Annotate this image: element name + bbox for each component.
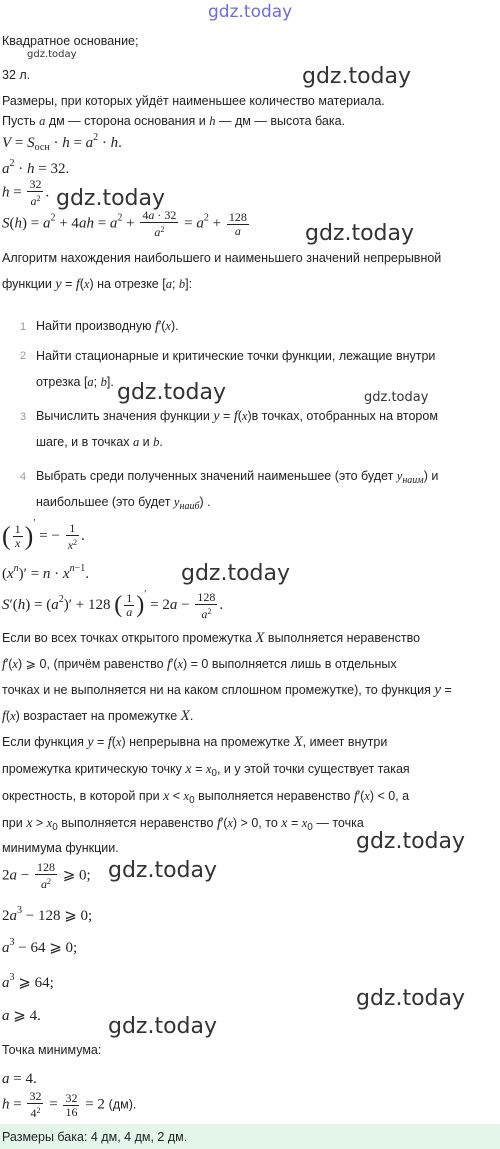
text-min1: Если функция y = f(x) непрерывна на промежутке X, имеет внутри	[2, 734, 388, 750]
formula-ineq-3: $a^3 - 64$ ⩾ 0;	[2, 937, 78, 956]
formula-a2h: $a^2 \cdot h = 32$.	[2, 158, 70, 177]
formula-volume: $V = S_{осн} \cdot h = a^2 \cdot h$.	[2, 132, 122, 153]
text-min4: при $x > x_0$ выполняется неравенство f′(x) > 0, то $x = x_0$ — точка	[2, 816, 364, 833]
step-number: 1	[20, 321, 27, 333]
step-number: 3	[20, 411, 27, 423]
formula-s: $S(h) = a^2 + 4ah = a^2$ + $\frac{4a \cdot 32}{a^2}$ = $a^2$ + $\frac{128}{a}$	[2, 208, 247, 239]
formula-s-derivative: $S'(h) = (a^2)' + 128$ ( $\frac{1}{a}$ )′ = 2a − $\frac{128}{a^2}$ .	[2, 589, 224, 621]
watermark-top: gdz.today	[208, 2, 293, 22]
formula-power-derivative: $(x^n)' = n \cdot x^{n-1}$.	[2, 563, 89, 582]
text-base: Квадратное основание;	[2, 34, 139, 48]
text-volume: 32 л.	[2, 68, 31, 82]
watermark: gdz.today	[356, 986, 466, 1011]
watermark: gdz.today	[117, 380, 227, 405]
watermark: gdz.today	[56, 186, 166, 211]
formula-a4: a = 4.	[2, 1071, 37, 1087]
text-mono4: f(x) возрастает на промежутке X.	[2, 708, 194, 724]
formula-ineq-5: a ⩾ 4.	[2, 1008, 41, 1024]
step-2b: отрезка [a; b].	[36, 375, 114, 389]
watermark-small: gdz.today	[27, 49, 77, 60]
step-3: Вычислить значения функции y = f(x)в точках, отобранных на втором	[36, 409, 438, 424]
formula-ineq-1: 2a − $\frac{128}{a^2}$ ⩾ 0;	[2, 860, 91, 891]
text-min5: минимума функции.	[2, 841, 119, 855]
step-number: 2	[20, 350, 27, 362]
answer-banner	[0, 1124, 500, 1149]
text-mono3: точках и не выполняется ни на каком сплошном промежутке), то функция y =	[2, 682, 452, 698]
text-min-point: Точка минимума:	[2, 1043, 102, 1057]
text-min2: промежутка критическую точку $x = x_0$, и у этой точки существует такая	[2, 762, 410, 779]
watermark-small: gdz.today	[364, 390, 429, 405]
step-4: Выбрать среди полученных значений наименьшее (это будет $y_{наим}$) и	[36, 469, 439, 486]
text-min3: окрестность, в которой при $x < x_0$ выполняется неравенство f′(x) < 0, а	[2, 789, 410, 806]
formula-ineq-2: $2a^3 - 128$ ⩾ 0;	[2, 905, 93, 924]
formula-ineq-4: $a^3$ ⩾ 64;	[2, 972, 54, 991]
formula-h-value: h = $\frac{32}{4^2}$ = $\frac{32}{16}$ = 2 (дм).	[2, 1089, 137, 1120]
text-dims-intro: Размеры, при которых уйдёт наименьшее количество материала.	[2, 94, 385, 108]
text-let: Пусть a дм — сторона основания и h — дм — высота бака.	[2, 114, 346, 128]
watermark: gdz.today	[302, 64, 412, 89]
formula-inv-derivative: ( $\frac{1}{x}$ )′ = − $\frac{1}{x^2}$ .	[2, 518, 85, 552]
watermark: gdz.today	[181, 561, 291, 586]
text-answer: Размеры бака: 4 дм, 4 дм, 2 дм.	[2, 1130, 188, 1144]
watermark: gdz.today	[356, 829, 466, 854]
watermark: gdz.today	[108, 1014, 218, 1039]
text-mono2: f′(x) ⩾ 0, (причём равенство f′(x) = 0 выполняется лишь в отдельных	[2, 657, 397, 672]
step-number: 4	[20, 471, 27, 483]
text-algo: Алгоритм нахождения наибольшего и наименьшего значений непрерывной	[2, 251, 442, 265]
step-4c: наибольшее (это будет $y_{наиб}$) .	[36, 495, 211, 512]
step-1: Найти производную f′(x).	[36, 319, 179, 334]
text-algo2: функции y = f(x) на отрезке [a; b]:	[2, 277, 193, 292]
step-2: Найти стационарные и критические точки функции, лежащие внутри	[36, 349, 436, 363]
formula-h: h = $\frac{32}{a^2}$ .	[2, 177, 50, 208]
text-mono1: Если во всех точках открытого промежутка X выполняется неравенство	[2, 630, 421, 646]
watermark: gdz.today	[108, 858, 218, 883]
watermark: gdz.today	[305, 221, 415, 246]
step-3c: шаге, и в точках a и b.	[36, 435, 163, 449]
